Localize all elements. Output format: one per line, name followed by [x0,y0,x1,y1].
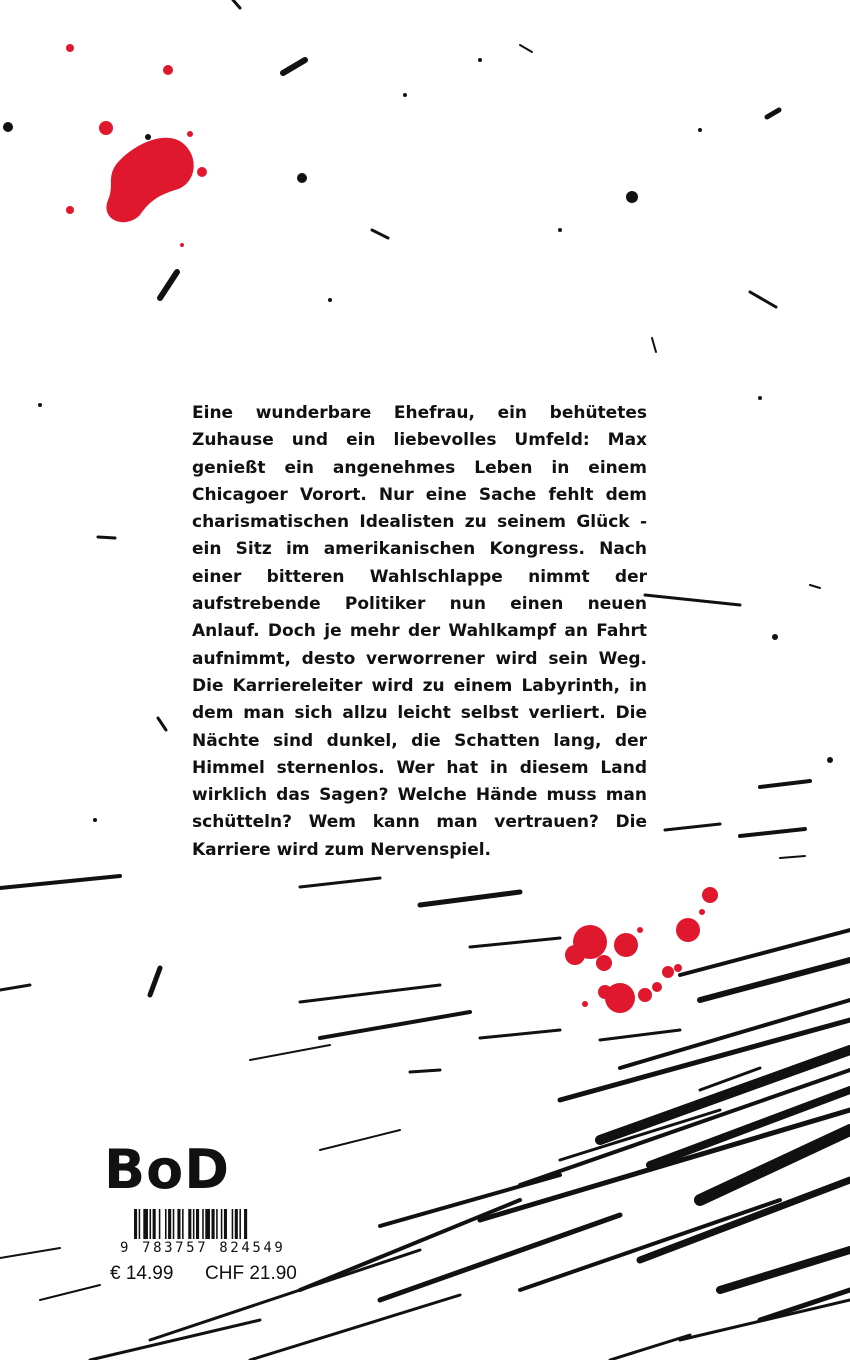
back-cover-blurb: Eine wunderbare Ehefrau, ein behütetes Zuhause und ein liebevolles Umfeld: Max genießt ein angenehmes Leben in einem Chicagoer Vorort. Nur eine Sache fehlt dem charismatischen Idealisten zu seinem Glück - ein Sitz im amerikanischen Kongress. Nach einer bitteren Wahlschlappe nimmt der aufstrebende Politiker nun einen neuen Anlauf. Doch je mehr der Wahlkampf an Fahrt aufnimmt, desto verworrener wird sein Weg. Die Karriereleiter wird zu einem Labyrinth, in dem man sich allzu leicht selbst verliert. Die Nächte sind dunkel, die Schatten lang, der Himmel sternenlos. Wer hat in diesem Land wirklich das Sagen? Welche Hände muss man schütteln? Wem kann man vertrauen? Die Karriere wird zum Nervenspiel. [192,403,647,860]
price-eur: € 14.99 [110,1263,174,1284]
publisher-logo: BoD [104,1138,231,1201]
price-chf: CHF 21.90 [205,1263,297,1284]
isbn-number: 9 783757 824549 [120,1240,286,1256]
isbn-barcode [134,1209,294,1239]
